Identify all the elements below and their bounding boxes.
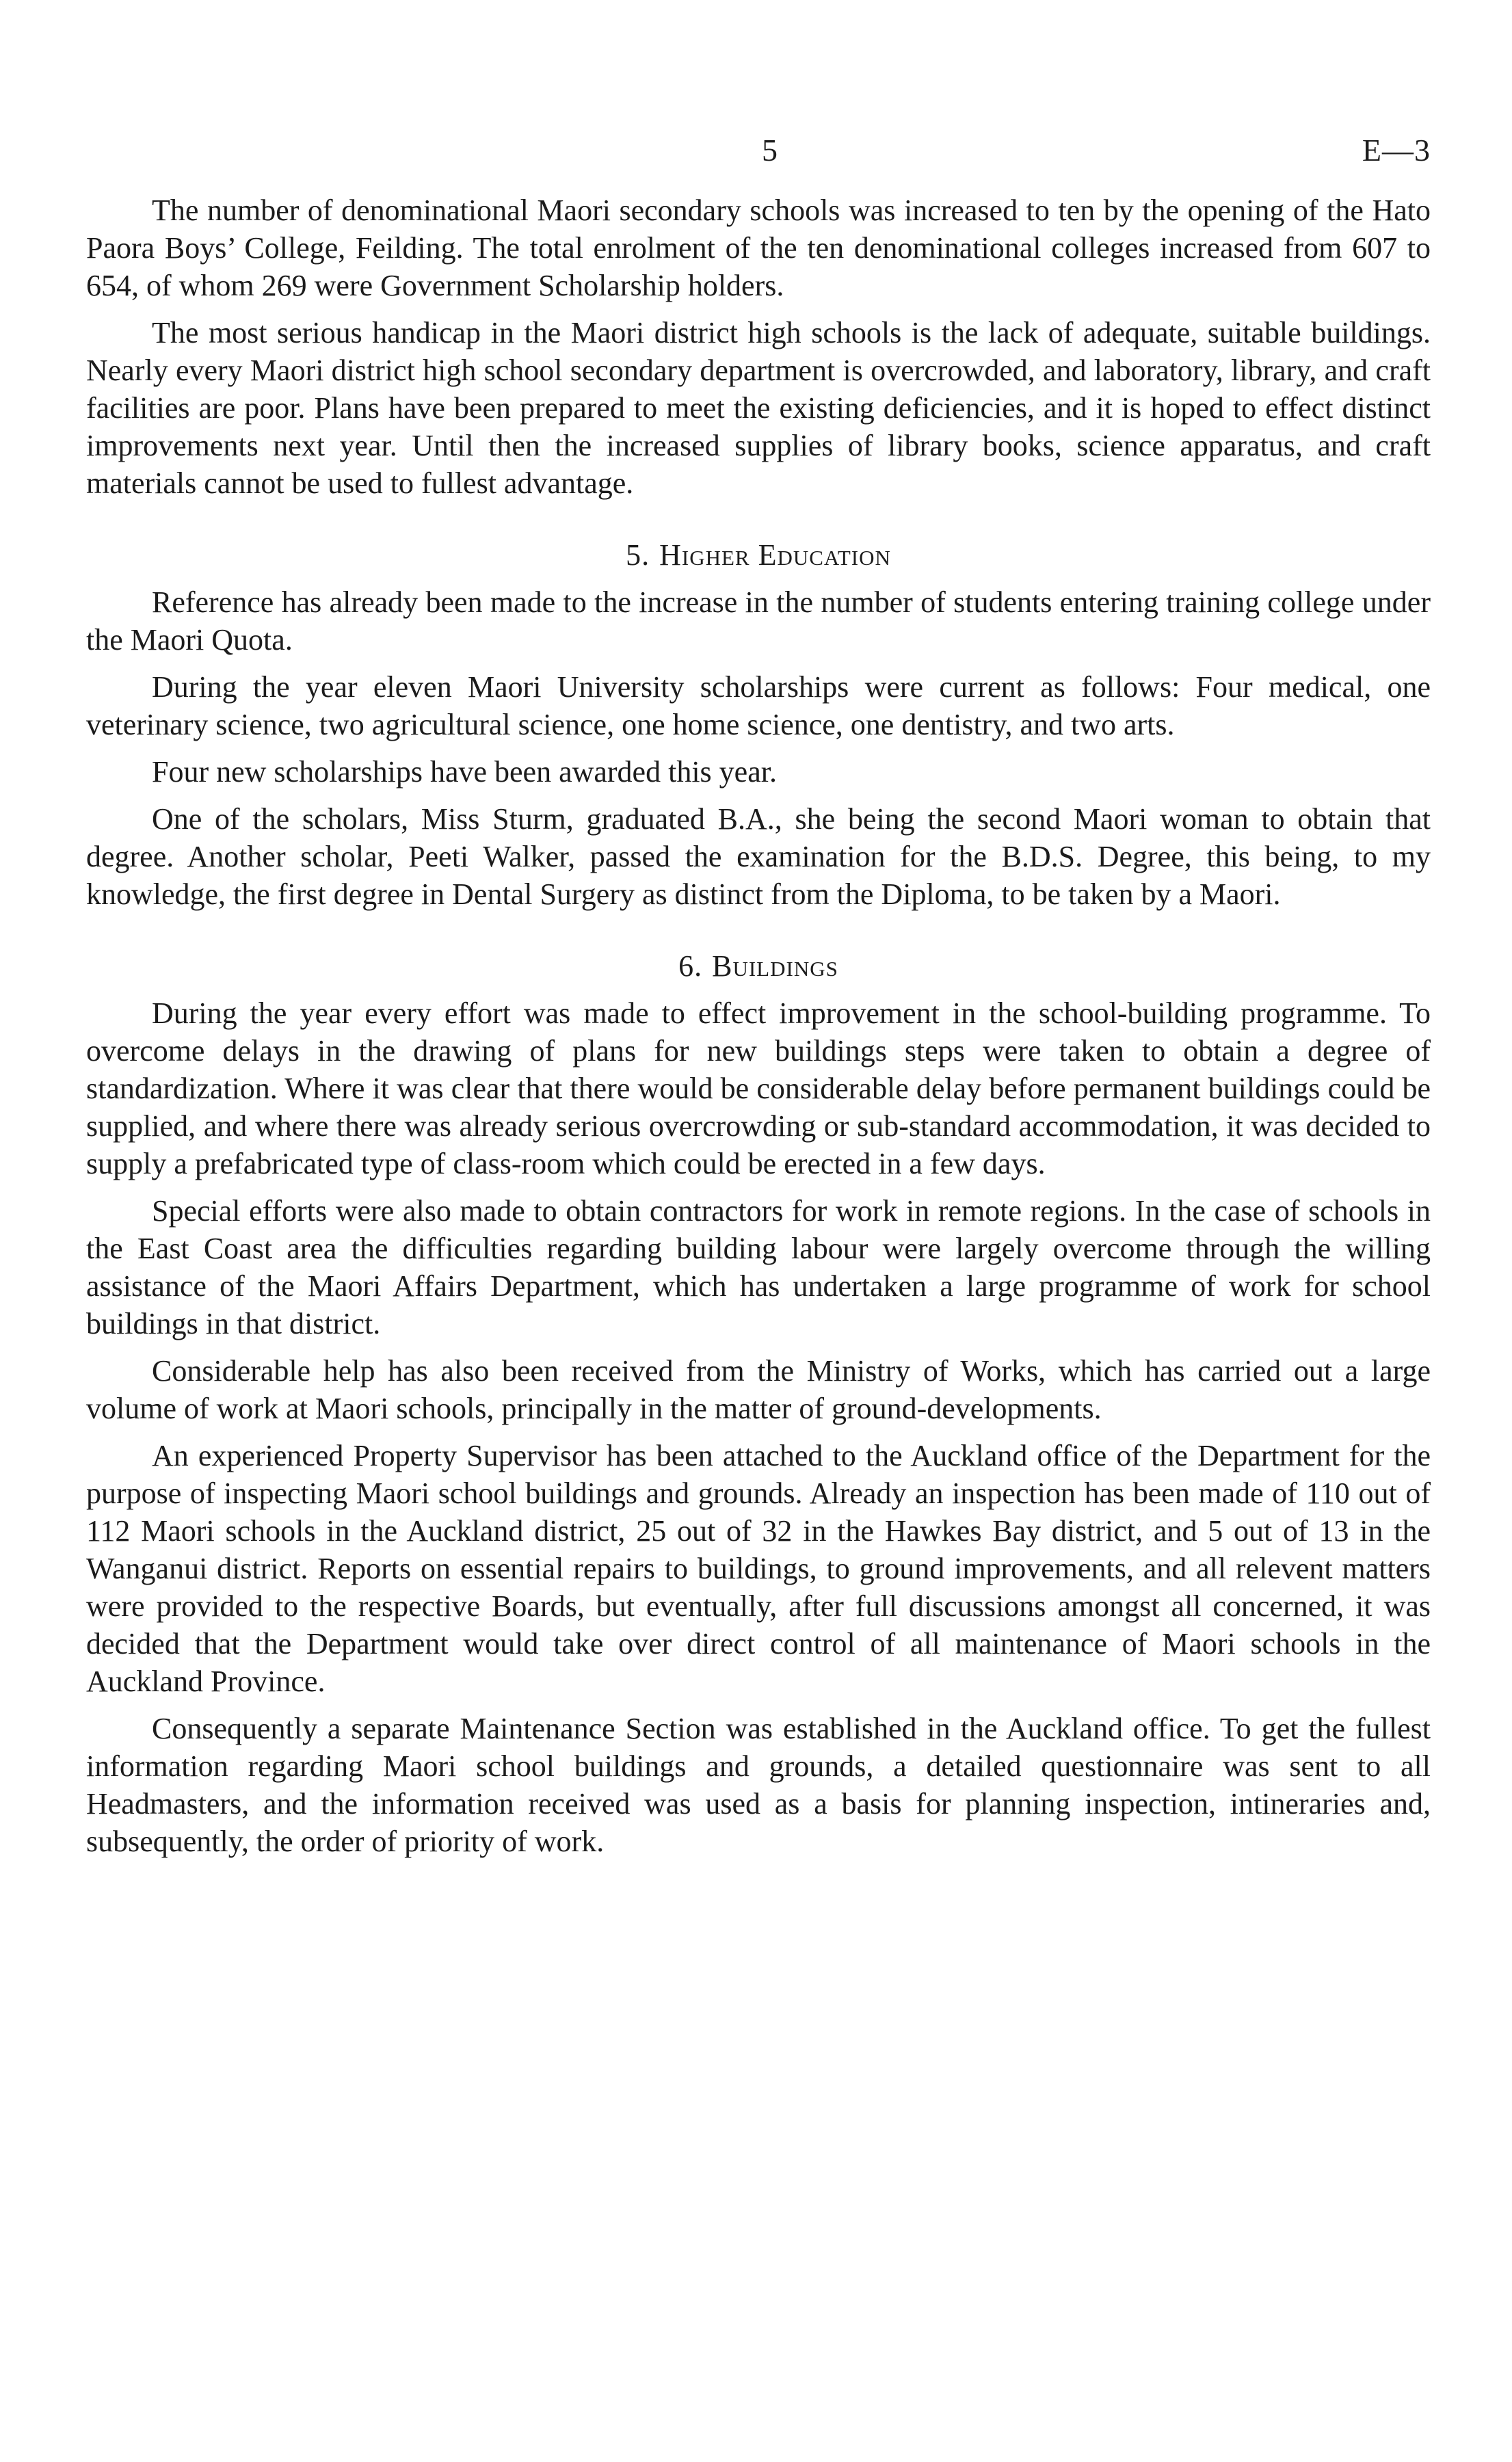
- paragraph: Four new scholarships have been awarded this year.: [152, 755, 777, 789]
- paragraph: Consequently a separate Maintenance Section was established in the Auckland office. To get the fullest information regarding Maori school buildings and grounds, a detailed questionnaire was sent to all Headmasters, and the information received was used as a basis for planning inspection, intineraries and, subsequently, the order of priority of work.: [86, 1712, 1431, 1858]
- section-title: Buildings: [712, 949, 838, 983]
- document-reference: E—3: [1362, 133, 1431, 168]
- section-heading-buildings: [86, 947, 1431, 985]
- section-title: Higher Education: [659, 538, 891, 572]
- paragraph: One of the scholars, Miss Sturm, graduated B.A., she being the second Maori woman to obtain that degree. Another scholar, Peeti Walker, passed the examination for the B.D.S. Degree, this being, to my knowledge, the first degree in Dental Surgery as distinct from the Diploma, to be taken by a Maori.: [86, 802, 1431, 911]
- paragraph: During the year every effort was made to effect improvement in the school-building programme. To overcome delays in the drawing of plans for new buildings steps were taken to obtain a degree of standardization. Where it was clear that there would be considerable delay before permanent buildings could be supplied, and where there was already serious overcrowding or sub-standard accommodation, it was decided to supply a prefabricated type of class-room which could be erected in a few days.: [86, 996, 1431, 1180]
- paragraph: Reference has already been made to the increase in the number of students entering training college under the Maori Quota.: [86, 585, 1431, 657]
- paragraph: The most serious handicap in the Maori district high schools is the lack of adequate, suitable buildings. Nearly every Maori district high school secondary department is overcrowded, and laboratory, library, and craft facilities are poor. Plans have been prepared to meet the existing deficiencies, and it is hoped to effect distinct improvements next year. Until then the increased supplies of library books, science apparatus, and craft materials cannot be used to fullest advantage.: [86, 316, 1431, 500]
- document-page: [86, 130, 1431, 1870]
- paragraph: During the year eleven Maori University scholarships were current as follows: Four medical, one veterinary science, two agricultural science, one home science, one dentistry, and two arts.: [86, 670, 1431, 741]
- page-number: 5: [762, 133, 778, 168]
- paragraph: Special efforts were also made to obtain contractors for work in remote regions. In the case of schools in the East Coast area the difficulties regarding building labour were largely overcome through the willing assistance of the Maori Affairs Department, which has undertaken a large programme of work for school buildings in that district.: [86, 1194, 1431, 1340]
- paragraph: The number of denominational Maori secondary schools was increased to ten by the opening of the Hato Paora Boys’ College, Feilding. The total enrolment of the ten denominational colleges increased from 607 to 654, of whom 269 were Government Scholarship holders.: [86, 194, 1431, 302]
- section-number: 5.: [626, 538, 650, 572]
- paragraph: An experienced Property Supervisor has been attached to the Auckland office of the Department for the purpose of inspecting Maori school buildings and grounds. Already an inspection has been made of 110 out of 112 Maori schools in the Auckland district, 25 out of 32 in the Hawkes Bay district, and 5 out of 13 in the Wanganui district. Reports on essential repairs to buildings, to ground improvements, and all relevent matters were provided to the respective Boards, but eventually, after full discussions amongst all concerned, it was decided that the Department would take over direct control of all maintenance of Maori schools in the Auckland Province.: [86, 1439, 1431, 1698]
- section-number: 6.: [678, 949, 703, 983]
- paragraph: Considerable help has also been received from the Ministry of Works, which has carried out a large volume of work at Maori schools, principally in the matter of ground-developments.: [86, 1354, 1431, 1425]
- page-header: [86, 130, 1431, 191]
- body-text: [86, 191, 1431, 1860]
- section-heading-higher-education: [86, 536, 1431, 574]
